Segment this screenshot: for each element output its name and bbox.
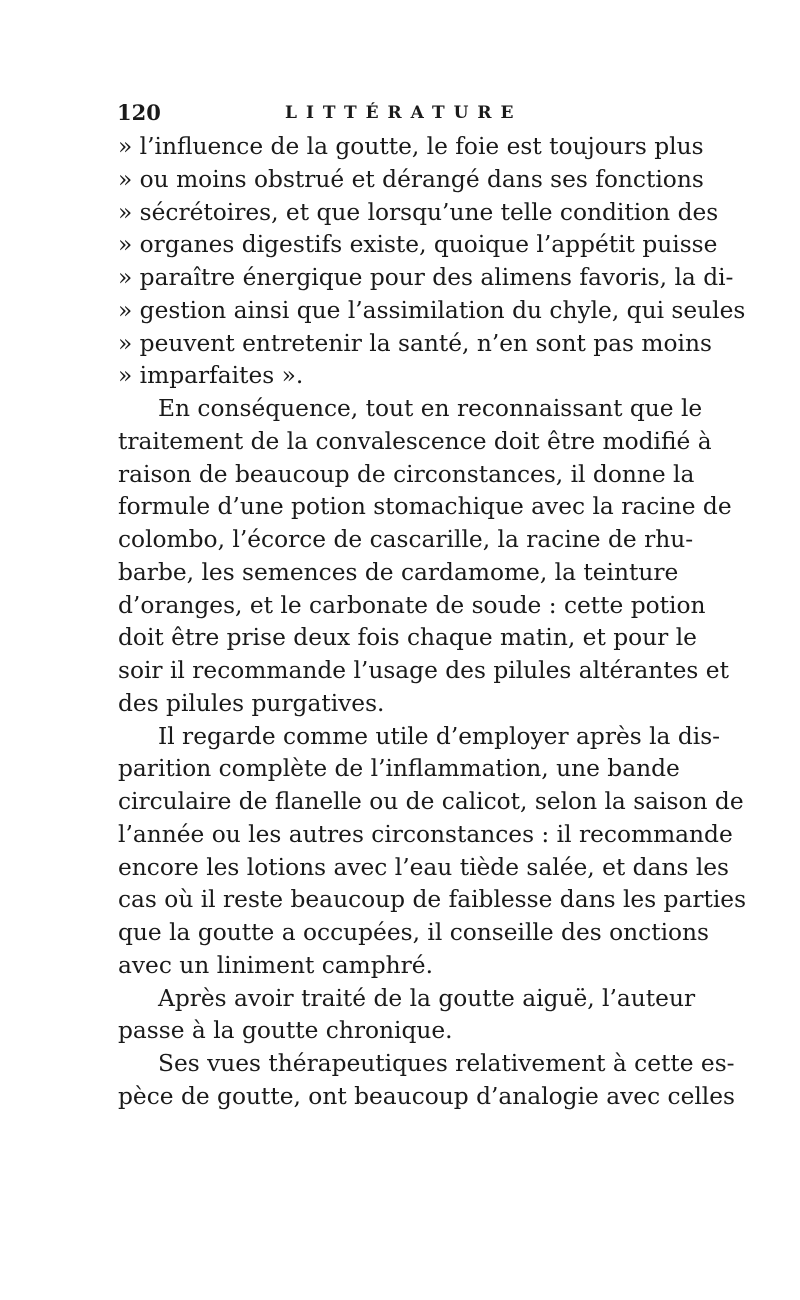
- text-line: traitement de la convalescence doit être modifié à: [118, 427, 712, 455]
- text-line: avec un liniment camphré.: [118, 951, 433, 979]
- running-head: [117, 100, 677, 130]
- text-line: » paraître énergique pour des alimens favoris, la di-: [118, 264, 734, 291]
- paragraph-first-line: Ses vues thérapeutiques relativement à cette es-: [158, 1050, 735, 1077]
- page-number: 120: [117, 100, 161, 125]
- text-line: » peuvent entretenir la santé, n’en sont pas moins: [118, 329, 712, 357]
- text-line: d’oranges, et le carbonate de soude : cette potion: [118, 591, 706, 619]
- text-line: » l’influence de la goutte, le foie est toujours plus: [118, 133, 704, 160]
- text-line: parition complète de l’inflammation, une bande: [118, 755, 680, 783]
- text-line: pèce de goutte, ont beaucoup d’analogie avec celles: [118, 1082, 736, 1110]
- text-line: raison de beaucoup de circonstances, il donne la: [118, 460, 695, 488]
- body-text: [118, 131, 747, 1114]
- text-line: que la goutte a occupées, il conseille des onctions: [118, 919, 709, 946]
- text-line: » ou moins obstrué et dérangé dans ses fonctions: [118, 165, 704, 193]
- text-line: soir il recommande l’usage des pilules altérantes et: [118, 657, 729, 684]
- text-line: l’année ou les autres circonstances : il recommande: [118, 820, 733, 848]
- text-line: » imparfaites ».: [118, 362, 304, 390]
- text-line: » organes digestifs existe, quoique l’appétit puisse: [118, 231, 718, 259]
- text-line: passe à la goutte chronique.: [118, 1017, 453, 1045]
- text-line: » sécrétoires, et que lorsqu’une telle condition des: [118, 198, 719, 226]
- paragraph-first-line: Il regarde comme utile d’employer après la dis-: [158, 722, 721, 750]
- text-line: barbe, les semences de cardamome, la teinture: [118, 558, 679, 586]
- text-line: encore les lotions avec l’eau tiède salée, et dans les: [118, 853, 730, 881]
- text-line: formule d’une potion stomachique avec la racine de: [118, 493, 732, 521]
- running-head-title: LITTÉRATURE: [285, 103, 523, 123]
- text-line: des pilules purgatives.: [118, 689, 385, 717]
- text-line: cas où il reste beaucoup de faiblesse dans les parties: [118, 886, 747, 914]
- text-line: doit être prise deux fois chaque matin, et pour le: [118, 624, 697, 652]
- text-line: » gestion ainsi que l’assimilation du chyle, qui seules: [118, 296, 746, 324]
- text-line: circulaire de flanelle ou de calicot, selon la saison de: [118, 788, 744, 815]
- text-line: colombo, l’écorce de cascarille, la racine de rhu-: [118, 526, 694, 553]
- paragraph-first-line: Après avoir traité de la goutte aiguë, l’auteur: [158, 984, 696, 1012]
- paragraph-first-line: En conséquence, tout en reconnaissant que le: [158, 395, 703, 422]
